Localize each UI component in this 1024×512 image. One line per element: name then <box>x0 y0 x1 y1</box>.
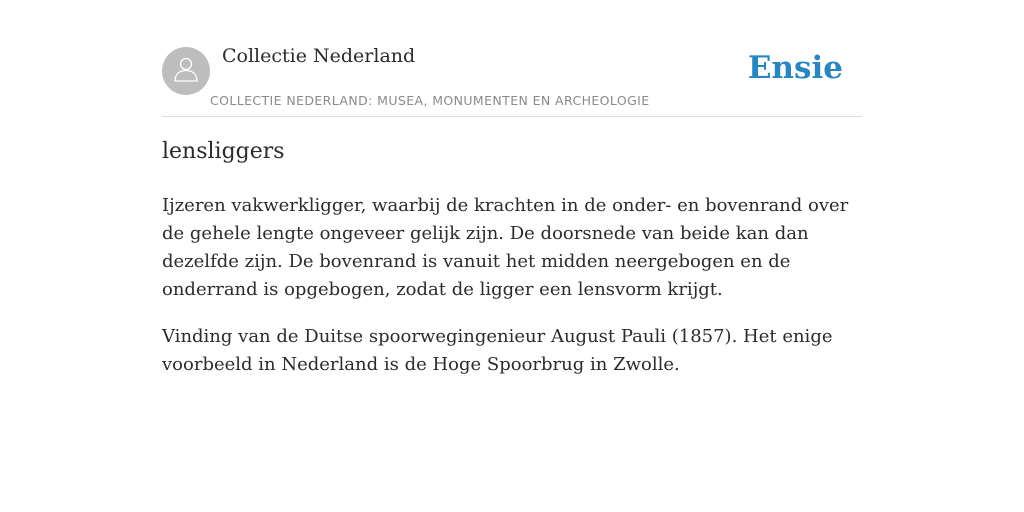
entry-definition <box>162 192 862 398</box>
definition-paragraph: Ijzeren vakwerkligger, waarbij de krachten in de onder- en bovenrand over de gehele lengte ongeveer gelijk zijn. De doorsnede van beide kan dan dezelfde zijn. De bovenrand is vanuit het midden neergebogen en de onderrand is opgebogen, zodat de ligger een lensvorm krijgt. <box>162 195 849 300</box>
author-avatar[interactable] <box>162 47 210 95</box>
entry-term: lensliggers <box>162 139 285 164</box>
source-label[interactable]: COLLECTIE NEDERLAND: MUSEA, MONUMENTEN EN ARCHEOLOGIE <box>210 93 650 108</box>
user-icon <box>171 54 201 88</box>
card-header <box>162 0 862 117</box>
author-name[interactable]: Collectie Nederland <box>222 45 416 67</box>
definition-paragraph: Vinding van de Duitse spoorwegingenieur August Pauli (1857). Het enige voorbeeld in Nederland is de Hoge Spoorbrug in Zwolle. <box>162 326 833 375</box>
definition-card <box>162 0 862 375</box>
ensie-logo[interactable]: Ensie <box>747 50 843 86</box>
